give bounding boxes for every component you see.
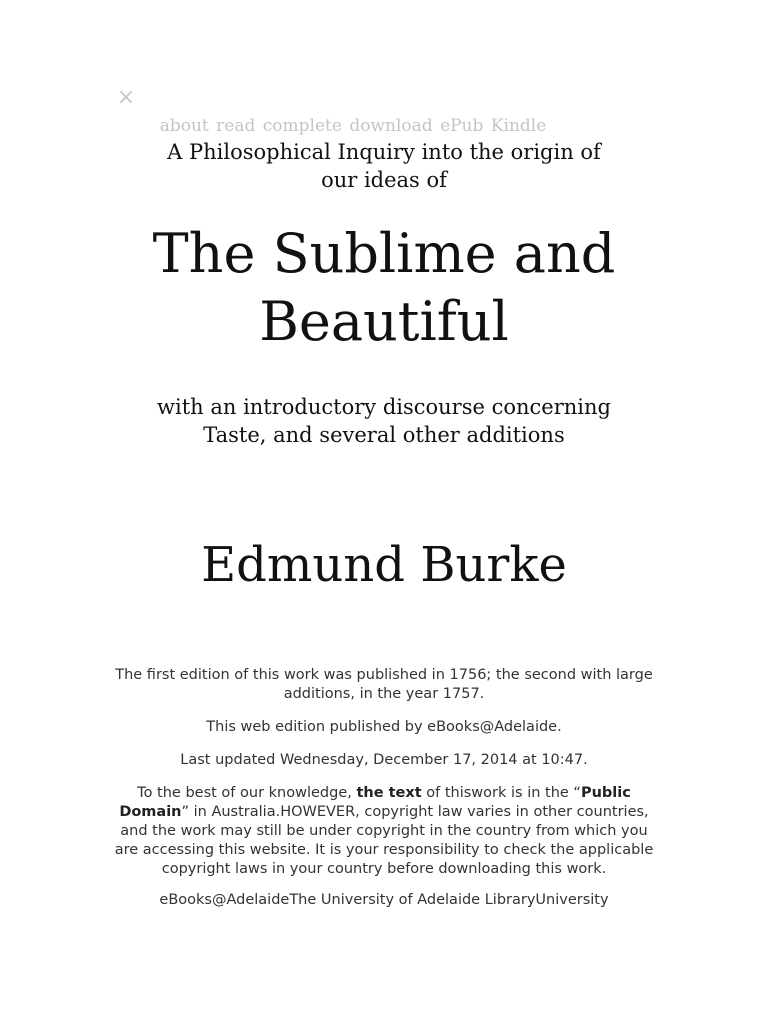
top-nav [0,114,706,138]
last-updated: Last updated Wednesday, December 17, 2014 at 10:47. [180,752,588,768]
pre-title-line-1: A Philosophical Inquiry into the origin of [167,140,601,164]
book-title-line-2: Beautiful [259,290,509,353]
copyright-bold-the-text: the text [356,785,422,801]
copyright-text-1: To the best of our knowledge, [137,785,357,801]
web-edition-note: This web edition published by eBooks@Adelaide. [206,719,562,735]
book-subtitle [80,393,688,449]
book-author: Edmund Burke [201,537,567,593]
nav-link-read[interactable]: read [216,116,256,136]
nav-link-about[interactable]: about [159,116,209,136]
book-subtitle-line-2: Taste, and several other additions [203,423,565,447]
pre-title-line-2: our ideas of [321,168,447,192]
footer-link-adelaide-library[interactable]: The University of Adelaide Library [289,892,536,908]
nav-link-kindle[interactable]: Kindle [490,116,547,136]
close-icon[interactable]: × [116,85,136,110]
book-subtitle-line-1: with an introductory discourse concerning [157,395,611,419]
footer-link-university[interactable]: University [535,892,609,908]
copyright-notice [110,784,658,879]
edition-info [110,666,658,924]
copyright-bold-public-domain: Public Domain [119,785,631,820]
book-title-line-1: The Sublime and [152,222,616,285]
footer-link-ebooks-adelaide[interactable]: eBooks@Adelaide [159,892,290,908]
copyright-text-3: ” in Australia.HOWEVER, copyright law varies in other countries, and the work may still be under copyright in the country from which you are accessing this website. It is your responsibility to check the applicable copyright laws in your country before downloading this work. [114,804,654,877]
copyright-text-2: of thiswork is in the “ [421,785,581,801]
footer-links [110,891,658,910]
nav-link-download[interactable]: download [349,116,433,136]
edition-note: The first edition of this work was published in 1756; the second with large additions, in the year 1757. [115,667,653,702]
pre-title [80,138,688,194]
nav-link-epub[interactable]: ePub [440,116,484,136]
nav-link-complete[interactable]: complete [262,116,342,136]
book-title [60,220,708,356]
